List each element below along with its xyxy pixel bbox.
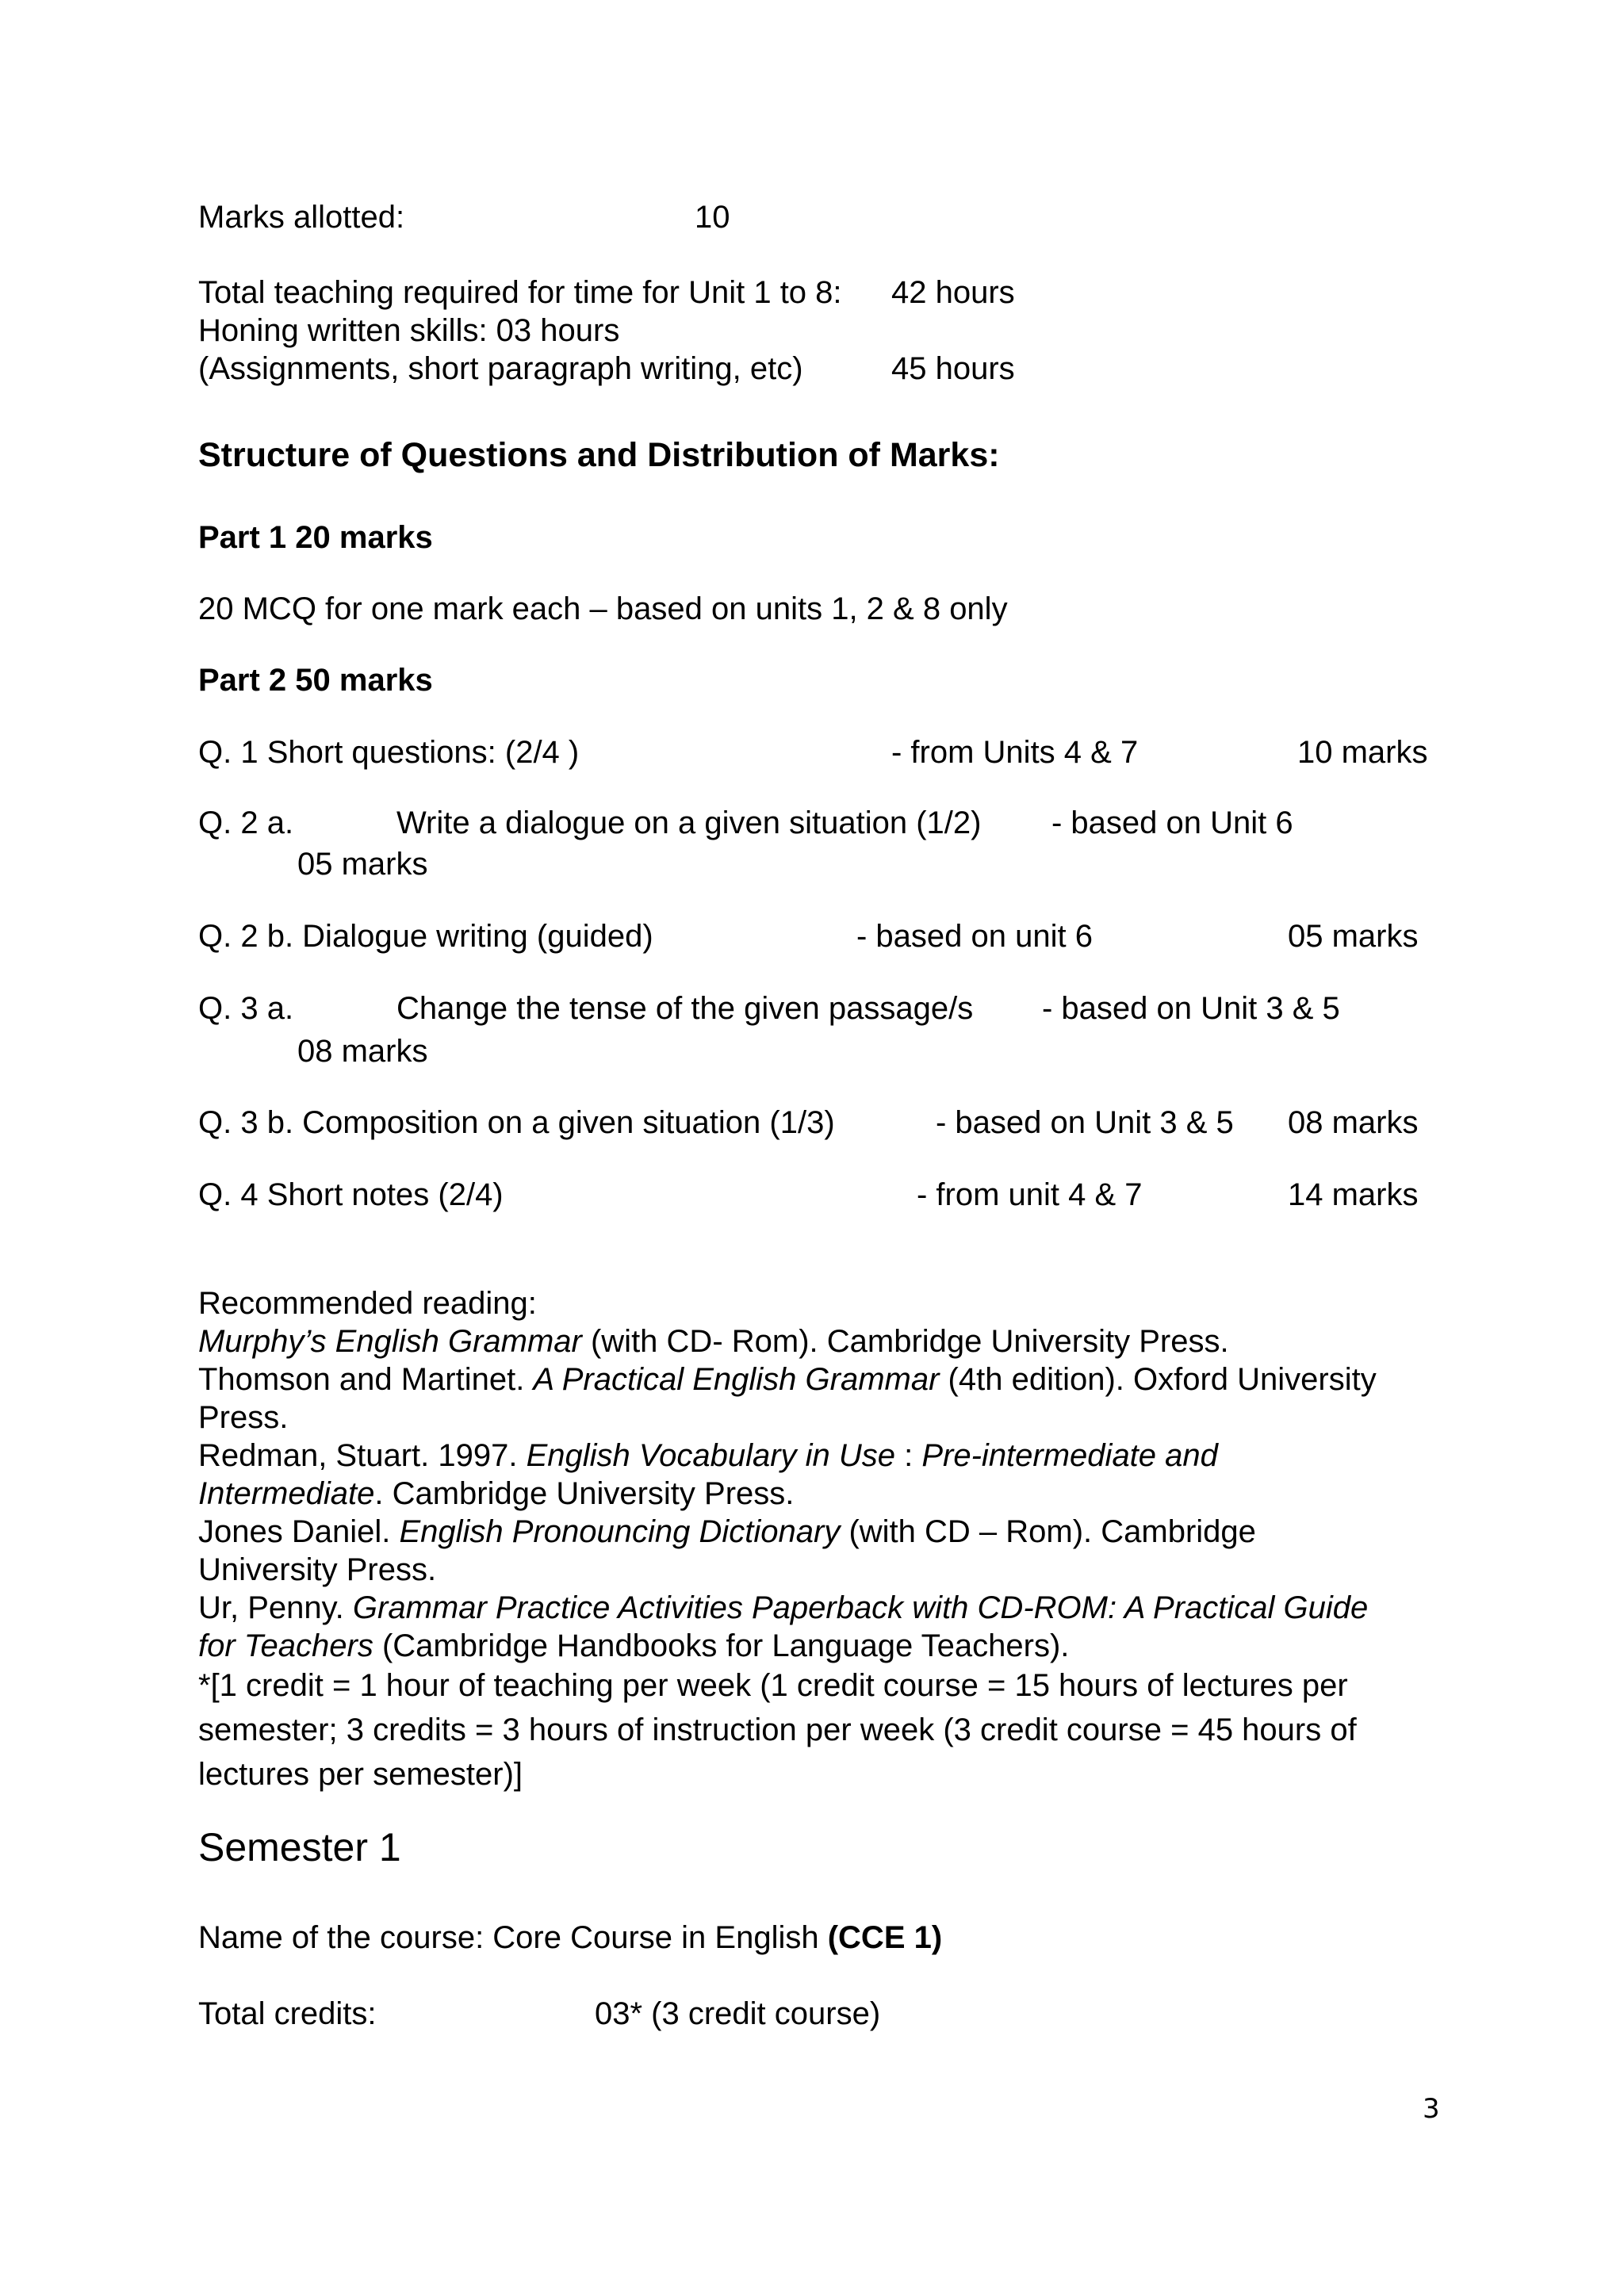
reading-entry-2-cont: Press.: [198, 1400, 289, 1435]
question-3b-label: Q. 3 b. Composition on a given situation (1/3): [198, 1105, 835, 1140]
reading-entry-2: [198, 1360, 1377, 1399]
reading-entry-5-title-cont: for Teachers: [198, 1628, 373, 1663]
question-2b-label: Q. 2 b. Dialogue writing (guided): [198, 919, 653, 954]
course-name-label: Name of the course: Core Course in English: [198, 1920, 828, 1955]
reading-entry-3-title: English Vocabulary in Use: [526, 1438, 896, 1473]
teaching-line-2: Honing written skills: 03 hours: [198, 313, 620, 348]
teaching-line-3-value: 45 hours: [891, 351, 1015, 386]
reading-entry-5: [198, 1589, 1368, 1627]
question-2a-basis: - based on Unit 6: [1051, 806, 1293, 840]
teaching-line-1-value: 42 hours: [891, 275, 1015, 310]
question-3a-task: Change the tense of the given passage/s: [396, 991, 974, 1026]
semester-title: Semester 1: [198, 1825, 401, 1869]
teaching-line-3-label: (Assignments, short paragraph writing, etc): [198, 351, 803, 386]
marks-allotted-label: Marks allotted:: [198, 200, 405, 235]
reading-entry-1: [198, 1322, 1229, 1360]
credit-note-line-2: semester; 3 credits = 3 hours of instruction per week (3 credit course = 45 hours of: [198, 1712, 1357, 1747]
question-3a-marks: 08 marks: [297, 1034, 428, 1069]
credit-note-line-3: lectures per semester)]: [198, 1757, 523, 1792]
page-number: 3: [1423, 2093, 1440, 2125]
part1-text: 20 MCQ for one mark each – based on units 1, 2 & 8 only: [198, 591, 1008, 626]
reading-entry-4-author: Jones Daniel.: [198, 1514, 400, 1549]
part1-heading: Part 1 20 marks: [198, 520, 433, 555]
question-4-basis: - from unit 4 & 7: [917, 1177, 1143, 1212]
course-name: [198, 1919, 942, 1957]
credit-note-line-1: *[1 credit = 1 hour of teaching per week (1 credit course = 15 hours of lectures per: [198, 1668, 1348, 1703]
reading-entry-5-title: Grammar Practice Activities Paperback with CD-ROM: A Practical Guide: [352, 1590, 1369, 1625]
question-1-marks: 10 marks: [1297, 735, 1428, 770]
reading-entry-5-cont: [198, 1627, 1069, 1665]
question-4-marks: 14 marks: [1288, 1177, 1419, 1212]
reading-entry-4-rest: (with CD – Rom). Cambridge: [840, 1514, 1256, 1549]
question-2b-basis: - based on unit 6: [856, 919, 1093, 954]
question-2a-task: Write a dialogue on a given situation (1/2): [396, 806, 982, 840]
reading-entry-3-sep: :: [895, 1438, 922, 1473]
reading-entry-3-subtitle: Pre-intermediate and: [921, 1438, 1218, 1473]
reading-entry-2-title: A Practical English Grammar: [533, 1362, 940, 1397]
marks-allotted-value: 10: [695, 200, 730, 235]
structure-heading: Structure of Questions and Distribution of Marks:: [198, 436, 1000, 474]
reading-entry-3: [198, 1437, 1218, 1475]
reading-entry-3-author: Redman, Stuart. 1997.: [198, 1438, 527, 1473]
reading-entry-5-author: Ur, Penny.: [198, 1590, 353, 1625]
question-3a-label: Q. 3 a.: [198, 991, 294, 1026]
reading-entry-5-rest: (Cambridge Handbooks for Language Teachers).: [373, 1628, 1070, 1663]
course-code: (CCE 1): [827, 1920, 943, 1955]
credits-label: Total credits:: [198, 1996, 377, 2031]
reading-heading: Recommended reading:: [198, 1286, 537, 1321]
part2-heading: Part 2 50 marks: [198, 663, 433, 698]
reading-entry-3-rest: . Cambridge University Press.: [374, 1476, 795, 1511]
reading-entry-4-title: English Pronouncing Dictionary: [399, 1514, 841, 1549]
reading-entry-2-rest: (4th edition). Oxford University: [939, 1362, 1377, 1397]
question-2b-marks: 05 marks: [1288, 919, 1419, 954]
question-3b-marks: 08 marks: [1288, 1105, 1419, 1140]
reading-entry-1-title: Murphy’s English Grammar: [198, 1324, 582, 1359]
reading-entry-2-author: Thomson and Martinet.: [198, 1362, 534, 1397]
question-2a-marks: 05 marks: [297, 847, 428, 882]
reading-entry-4-cont: University Press.: [198, 1552, 437, 1587]
question-1-label: Q. 1 Short questions: (2/4 ): [198, 735, 580, 770]
question-3a-basis: - based on Unit 3 & 5: [1042, 991, 1340, 1026]
question-4-label: Q. 4 Short notes (2/4): [198, 1177, 504, 1212]
credits-value: 03* (3 credit course): [595, 1996, 881, 2031]
teaching-line-1-label: Total teaching required for time for Unit 1 to 8:: [198, 275, 842, 310]
reading-entry-3-subtitle-cont: Intermediate: [198, 1476, 375, 1511]
question-3b-basis: - based on Unit 3 & 5: [936, 1105, 1234, 1140]
reading-entry-4: [198, 1513, 1256, 1551]
reading-entry-1-rest: (with CD- Rom). Cambridge University Press.: [581, 1324, 1229, 1359]
question-2a-label: Q. 2 a.: [198, 806, 294, 840]
question-1-basis: - from Units 4 & 7: [891, 735, 1139, 770]
reading-entry-3-cont: [198, 1475, 794, 1513]
